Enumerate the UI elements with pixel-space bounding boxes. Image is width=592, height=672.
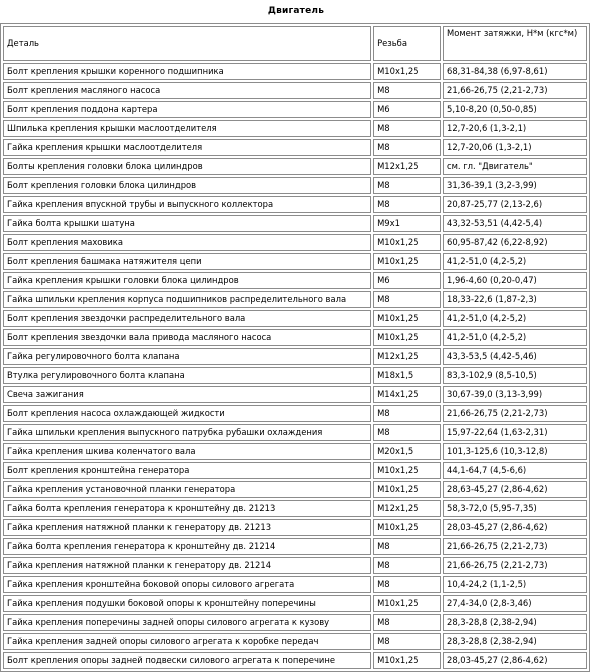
cell-thread: M10x1,25 [373, 329, 441, 346]
cell-detail: Гайка болта крепления генератора к кронштейну дв. 21214 [3, 538, 371, 555]
cell-detail: Болт крепления звездочки вала привода масляного насоса [3, 329, 371, 346]
cell-torque: 43,3-53,5 (4,42-5,46) [443, 348, 587, 365]
cell-thread: M8 [373, 633, 441, 650]
table-row [3, 652, 587, 669]
table-row [3, 538, 587, 555]
table-row [3, 139, 587, 156]
table-row [3, 500, 587, 517]
cell-detail: Гайка шпильки крепления корпуса подшипников распределительного вала [3, 291, 371, 308]
cell-thread: M8 [373, 139, 441, 156]
cell-detail: Гайка болта крепления генератора к кронштейну дв. 21213 [3, 500, 371, 517]
table-row [3, 557, 587, 574]
cell-detail: Шпилька крепления крышки маслоотделителя [3, 120, 371, 137]
cell-torque: 28,3-28,8 (2,38-2,94) [443, 614, 587, 631]
cell-thread: M10x1,25 [373, 310, 441, 327]
cell-thread: M8 [373, 177, 441, 194]
cell-thread: M10x1,25 [373, 253, 441, 270]
cell-detail: Болт крепления насоса охлаждающей жидкости [3, 405, 371, 422]
cell-thread: M20x1,5 [373, 443, 441, 460]
cell-thread: M14x1,25 [373, 386, 441, 403]
table-row [3, 462, 587, 479]
table-row [3, 519, 587, 536]
cell-detail: Гайка крепления натяжной планки к генератору дв. 21213 [3, 519, 371, 536]
header-thread: Резьба [373, 26, 441, 61]
cell-thread: M8 [373, 614, 441, 631]
cell-torque: 21,66-26,75 (2,21-2,73) [443, 538, 587, 555]
cell-torque: 21,66-26,75 (2,21-2,73) [443, 82, 587, 99]
cell-thread: M8 [373, 405, 441, 422]
cell-detail: Гайка крепления шкива коленчатого вала [3, 443, 371, 460]
cell-detail: Гайка крепления крышки маслоотделителя [3, 139, 371, 156]
cell-torque: 83,3-102,9 (8,5-10,5) [443, 367, 587, 384]
cell-torque: 41,2-51,0 (4,2-5,2) [443, 310, 587, 327]
table-row [3, 310, 587, 327]
table-row [3, 291, 587, 308]
cell-torque: 31,36-39,1 (3,2-3,99) [443, 177, 587, 194]
cell-torque: 5,10-8,20 (0,50-0,85) [443, 101, 587, 118]
cell-torque: 58,3-72,0 (5,95-7,35) [443, 500, 587, 517]
cell-torque: 28,03-45,27 (2,86-4,62) [443, 652, 587, 669]
cell-torque: 41,2-51,0 (4,2-5,2) [443, 329, 587, 346]
cell-detail: Гайка крепления поперечины задней опоры силового агрегата к кузову [3, 614, 371, 631]
cell-thread: M18x1,5 [373, 367, 441, 384]
cell-thread: M10x1,25 [373, 63, 441, 80]
cell-thread: M8 [373, 120, 441, 137]
cell-detail: Болт крепления головки блока цилиндров [3, 177, 371, 194]
cell-torque: 21,66-26,75 (2,21-2,73) [443, 405, 587, 422]
cell-detail: Гайка регулировочного болта клапана [3, 348, 371, 365]
cell-torque: 21,66-26,75 (2,21-2,73) [443, 557, 587, 574]
cell-detail: Болты крепления головки блока цилиндров [3, 158, 371, 175]
cell-thread: M12x1,25 [373, 500, 441, 517]
cell-detail: Гайка крепления кронштейна боковой опоры силового агрегата [3, 576, 371, 593]
cell-torque: 18,33-22,6 (1,87-2,3) [443, 291, 587, 308]
table-row [3, 253, 587, 270]
header-torque: Момент затяжки, Н*м (кгс*м) [443, 26, 587, 61]
table-row [3, 595, 587, 612]
cell-detail: Болт крепления масляного насоса [3, 82, 371, 99]
cell-detail: Гайка крепления натяжной планки к генератору дв. 21214 [3, 557, 371, 574]
cell-thread: M6 [373, 101, 441, 118]
cell-torque: 60,95-87,42 (6,22-8,92) [443, 234, 587, 251]
cell-detail: Болт крепления кронштейна генератора [3, 462, 371, 479]
cell-detail: Гайка крепления задней опоры силового агрегата к коробке передач [3, 633, 371, 650]
cell-torque: 41,2-51,0 (4,2-5,2) [443, 253, 587, 270]
table-row [3, 576, 587, 593]
cell-torque: 44,1-64,7 (4,5-6,6) [443, 462, 587, 479]
table-row [3, 177, 587, 194]
cell-torque: 1,96-4,60 (0,20-0,47) [443, 272, 587, 289]
cell-detail: Гайка болта крышки шатуна [3, 215, 371, 232]
table-row [3, 367, 587, 384]
cell-torque: 28,03-45,27 (2,86-4,62) [443, 519, 587, 536]
cell-thread: M10x1,25 [373, 652, 441, 669]
cell-torque: 12,7-20,06 (1,3-2,1) [443, 139, 587, 156]
cell-torque: 10,4-24,2 (1,1-2,5) [443, 576, 587, 593]
table-row [3, 633, 587, 650]
cell-thread: M6 [373, 272, 441, 289]
cell-detail: Гайка крепления установочной планки генератора [3, 481, 371, 498]
page-title: Двигатель [267, 6, 325, 16]
table-row [3, 63, 587, 80]
cell-torque: 12,7-20,6 (1,3-2,1) [443, 120, 587, 137]
cell-detail: Гайка крепления подушки боковой опоры к кронштейну поперечины [3, 595, 371, 612]
table-row [3, 348, 587, 365]
cell-thread: M10x1,25 [373, 462, 441, 479]
table-row [3, 158, 587, 175]
torque-table [0, 23, 590, 672]
cell-detail: Болт крепления опоры задней подвески силового агрегата к поперечине [3, 652, 371, 669]
table-row [3, 196, 587, 213]
cell-thread: M12x1,25 [373, 348, 441, 365]
table-header-row [3, 26, 587, 61]
table-row [3, 272, 587, 289]
cell-torque: см. гл. "Двигатель" [443, 158, 587, 175]
cell-detail: Болт крепления поддона картера [3, 101, 371, 118]
cell-thread: M8 [373, 538, 441, 555]
cell-torque: 15,97-22,64 (1,63-2,31) [443, 424, 587, 441]
table-row [3, 101, 587, 118]
cell-torque: 30,67-39,0 (3,13-3,99) [443, 386, 587, 403]
cell-detail: Свеча зажигания [3, 386, 371, 403]
cell-torque: 28,3-28,8 (2,38-2,94) [443, 633, 587, 650]
cell-torque: 101,3-125,6 (10,3-12,8) [443, 443, 587, 460]
cell-detail: Болт крепления башмака натяжителя цепи [3, 253, 371, 270]
cell-torque: 28,63-45,27 (2,86-4,62) [443, 481, 587, 498]
table-row [3, 443, 587, 460]
cell-thread: M10x1,25 [373, 481, 441, 498]
cell-thread: M10x1,25 [373, 519, 441, 536]
table-row [3, 234, 587, 251]
cell-thread: M10x1,25 [373, 234, 441, 251]
table-row [3, 329, 587, 346]
cell-detail: Гайка крепления впускной трубы и выпускного коллектора [3, 196, 371, 213]
cell-torque: 43,32-53,51 (4,42-5,4) [443, 215, 587, 232]
cell-thread: M8 [373, 424, 441, 441]
cell-torque: 68,31-84,38 (6,97-8,61) [443, 63, 587, 80]
cell-detail: Гайка крепления крышки головки блока цилиндров [3, 272, 371, 289]
table-row [3, 424, 587, 441]
table-row [3, 215, 587, 232]
table-row [3, 481, 587, 498]
cell-thread: M8 [373, 576, 441, 593]
cell-torque: 27,4-34,0 (2,8-3,46) [443, 595, 587, 612]
cell-thread: M12x1,25 [373, 158, 441, 175]
table-row [3, 386, 587, 403]
cell-thread: M8 [373, 196, 441, 213]
cell-detail: Болт крепления маховика [3, 234, 371, 251]
cell-thread: M8 [373, 82, 441, 99]
cell-thread: M10x1,25 [373, 595, 441, 612]
cell-thread: M9x1 [373, 215, 441, 232]
table-row [3, 120, 587, 137]
cell-torque: 20,87-25,77 (2,13-2,6) [443, 196, 587, 213]
cell-thread: M8 [373, 557, 441, 574]
cell-detail: Втулка регулировочного болта клапана [3, 367, 371, 384]
cell-detail: Болт крепления крышки коренного подшипника [3, 63, 371, 80]
table-row [3, 82, 587, 99]
header-detail: Деталь [3, 26, 371, 61]
cell-detail: Гайка шпильки крепления выпускного патрубка рубашки охлаждения [3, 424, 371, 441]
cell-detail: Болт крепления звездочки распределительного вала [3, 310, 371, 327]
table-row [3, 614, 587, 631]
table-row [3, 405, 587, 422]
cell-thread: M8 [373, 291, 441, 308]
